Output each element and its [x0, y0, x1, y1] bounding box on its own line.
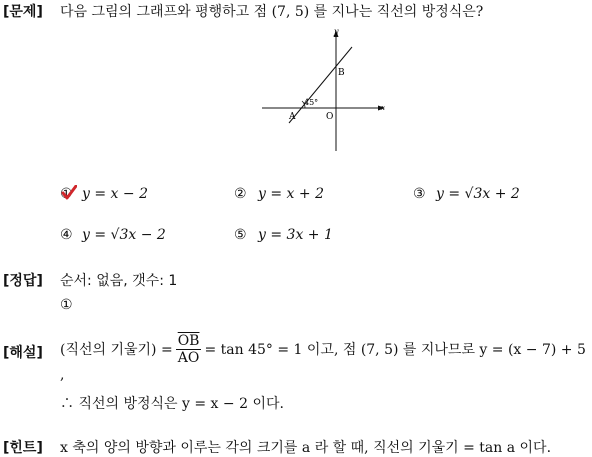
- angle-label: 45°: [304, 98, 319, 107]
- y-axis-label: y: [334, 27, 339, 36]
- choice-3-text: y = √3x + 2: [436, 186, 520, 202]
- fraction-denominator: AO: [177, 349, 200, 366]
- choice-5-number[interactable]: ⑤: [234, 227, 247, 243]
- graph-figure: [255, 25, 395, 155]
- answer-line-2: ①: [60, 297, 73, 313]
- question-tag: [문제]: [3, 4, 43, 20]
- answer-line-1: 순서: 없음, 갯수: 1: [60, 273, 178, 289]
- choice-3-number[interactable]: ③: [413, 186, 426, 202]
- origin-label: O: [326, 112, 334, 122]
- hint-tag: [힌트]: [3, 440, 43, 456]
- hint-text: x 축의 양의 방향과 이루는 각의 크기를 a 라 할 때, 직선의 기울기 = tan a 이다.: [60, 440, 552, 456]
- explanation-line-3: ∴ 직선의 방정식은 y = x − 2 이다.: [60, 396, 284, 412]
- question-text: 다음 그림의 그래프와 평행하고 점 (7, 5) 를 지나는 직선의 방정식은?: [60, 4, 484, 20]
- choice-5-text: y = 3x + 1: [258, 227, 333, 243]
- explanation-line-1: [60, 325, 586, 373]
- choice-1-number: ①: [60, 186, 73, 202]
- graph-line: [289, 47, 352, 123]
- choice-4-text: y = √3x − 2: [82, 227, 166, 243]
- choice-1-text: y = x − 2: [82, 186, 148, 202]
- fraction-numerator: $\overline{OB}$: [177, 332, 200, 349]
- explanation-post: = tan 45° = 1 이고, 점 (7, 5) 를 지나므로 y = (x − 7) + 5: [204, 342, 586, 358]
- choice-4-number[interactable]: ④: [60, 227, 73, 243]
- explanation-line-2: ,: [60, 367, 65, 383]
- slope-fraction: [176, 333, 202, 366]
- point-b-label: B: [338, 68, 345, 78]
- choice-2-text: y = x + 2: [258, 186, 324, 202]
- explanation-tag: [해설]: [3, 345, 43, 361]
- x-axis-label: x: [381, 104, 385, 112]
- point-a-label: A: [289, 112, 296, 122]
- explanation-pre: (직선의 기울기) =: [60, 342, 173, 358]
- check-mark-icon: [61, 185, 77, 201]
- answer-tag: [정답]: [3, 273, 43, 289]
- choice-2-number[interactable]: ②: [234, 186, 247, 202]
